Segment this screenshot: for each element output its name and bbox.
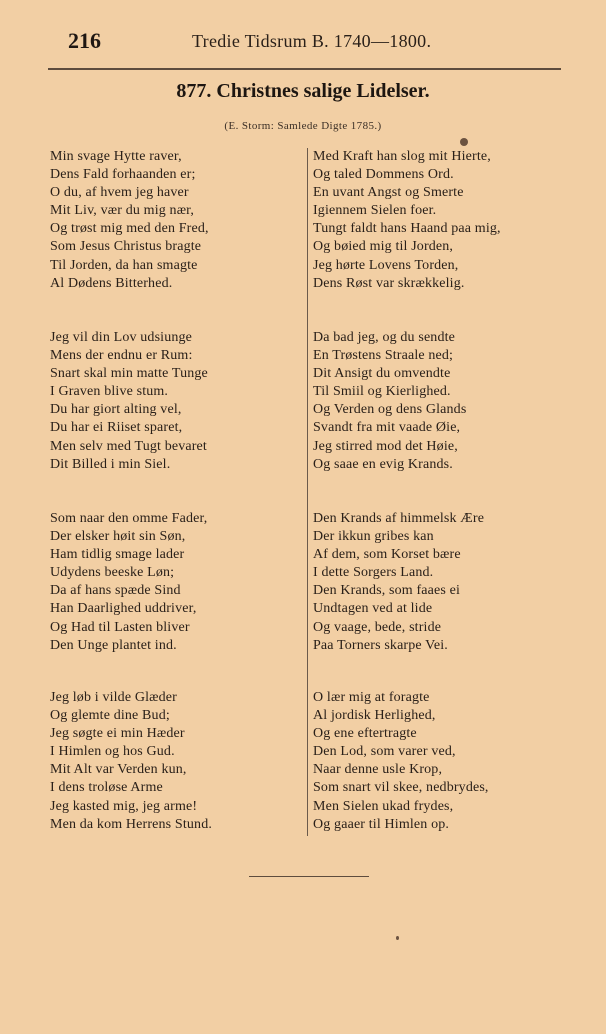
verse-line: Ham tidlig smage lader: [50, 547, 185, 563]
page-header: [68, 28, 568, 58]
verse-line: Og ene eftertragte: [313, 726, 417, 742]
verse-line: Og Had til Lasten bliver: [50, 619, 190, 635]
stanza: [50, 689, 300, 834]
verse-line: Da af hans spæde Sind: [50, 583, 181, 599]
stanza: [313, 510, 563, 655]
verse-line: Og Verden og dens Glands: [313, 402, 467, 418]
verse-line: Med Kraft han slog mit Hierte,: [313, 149, 491, 164]
verse-line: Men selv med Tugt bevaret: [50, 438, 207, 454]
verse-line: Jeg løb i vilde Glæder: [50, 690, 177, 705]
ink-spot: [460, 138, 468, 146]
verse-line: Paa Torners skarpe Vei.: [313, 637, 448, 653]
verse-line: I Himlen og hos Gud.: [50, 744, 175, 760]
verse-line: Jeg vil din Lov udsiunge: [50, 330, 193, 345]
verse-line: Som naar den omme Fader,: [50, 511, 208, 526]
verse-line: Til Smiil og Kierlighed.: [313, 384, 451, 400]
page-number: 216: [68, 28, 101, 53]
verse-line: Han Daarlighed uddriver,: [50, 601, 197, 617]
verse-line: Den Unge plantet ind.: [50, 637, 177, 653]
stanza: [50, 148, 300, 293]
verse-line: Mens der endnu er Rum:: [50, 348, 193, 364]
verse-line: Mit Liv, vær du mig nær,: [50, 203, 195, 219]
stanza: [313, 689, 563, 834]
verse-line: Og trøst mig med den Fred,: [50, 221, 209, 237]
ink-speck: [396, 936, 399, 940]
verse-line: Den Krands, som faaes ei: [313, 583, 461, 599]
stanza: [313, 148, 563, 293]
footer-rule: [249, 876, 369, 877]
stanza: [50, 329, 300, 474]
verse-line: Som snart vil skee, nedbrydes,: [313, 780, 489, 796]
verse-line: Udydens beeske Løn;: [50, 565, 175, 581]
verse-line: Jeg hørte Lovens Torden,: [313, 257, 459, 273]
verse-line: Da bad jeg, og du sendte: [313, 330, 456, 345]
verse-line: Snart skal min matte Tunge: [50, 366, 208, 382]
verse-line: Af dem, som Korset bære: [313, 547, 461, 563]
verse-line: Til Jorden, da han smagte: [50, 257, 198, 273]
verse-line: O lær mig at foragte: [313, 690, 430, 705]
verse-line: Al jordisk Herlighed,: [313, 708, 436, 724]
verse-line: Dens Fald forhaanden er;: [50, 167, 196, 183]
header-rule: [48, 68, 561, 70]
verse-line: Dens Røst var skrækkelig.: [313, 275, 465, 291]
verse-line: Som Jesus Christus bragte: [50, 239, 202, 255]
verse-line: I dens troløse Arme: [50, 780, 163, 796]
running-head: Tredie Tidsrum B. 1740—1800.: [192, 31, 432, 51]
stanza: [50, 510, 300, 655]
verse-line: I Graven blive stum.: [50, 384, 169, 400]
verse-line: Dit Billed i min Siel.: [50, 456, 171, 472]
verse-line: Og saae en evig Krands.: [313, 456, 453, 472]
verse-line: Den Lod, som varer ved,: [313, 744, 456, 760]
verse-line: En uvant Angst og Smerte: [313, 185, 464, 201]
verse-line: Den Krands af himmelsk Ære: [313, 511, 485, 526]
verse-line: Igiennem Sielen foer.: [313, 203, 437, 219]
verse-line: Og gaaer til Himlen op.: [313, 816, 450, 832]
verse-line: Naar denne usle Krop,: [313, 762, 443, 778]
verse-line: Og glemte dine Bud;: [50, 708, 170, 724]
verse-line: Dit Ansigt du omvendte: [313, 366, 451, 382]
verse-line: Men da kom Herrens Stund.: [50, 816, 213, 832]
verse-line: Du har ei Riiset sparet,: [50, 420, 183, 436]
verse-line: Jeg stirred mod det Høie,: [313, 438, 458, 454]
verse-line: Der ikkun gribes kan: [313, 529, 434, 545]
verse-line: O du, af hvem jeg haver: [50, 185, 189, 201]
verse-line: Undtagen ved at lide: [313, 601, 433, 617]
verse-line: Og bøied mig til Jorden,: [313, 239, 454, 255]
verse-line: Tungt faldt hans Haand paa mig,: [313, 221, 501, 237]
stanza: [313, 329, 563, 474]
verse-line: I dette Sorgers Land.: [313, 565, 434, 581]
verse-line: Og taled Dommens Ord.: [313, 167, 454, 183]
verse-line: Jeg søgte ei min Hæder: [50, 726, 185, 742]
verse-line: Men Sielen ukad frydes,: [313, 798, 454, 814]
verse-line: Mit Alt var Verden kun,: [50, 762, 187, 778]
poem-title: 877. Christnes salige Lidelser.: [176, 80, 430, 102]
verse-line: En Trøstens Straale ned;: [313, 348, 454, 364]
verse-line: Al Dødens Bitterhed.: [50, 275, 173, 291]
poem-source: (E. Storm: Samlede Digte 1785.): [224, 120, 382, 132]
column-divider: [307, 148, 308, 836]
verse-line: Min svage Hytte raver,: [50, 149, 182, 164]
verse-line: Der elsker høit sin Søn,: [50, 529, 186, 545]
verse-line: Og vaage, bede, stride: [313, 619, 442, 635]
verse-line: Jeg kasted mig, jeg arme!: [50, 798, 198, 814]
verse-line: Du har giort alting vel,: [50, 402, 182, 418]
verse-line: Svandt fra mit vaade Øie,: [313, 420, 461, 436]
